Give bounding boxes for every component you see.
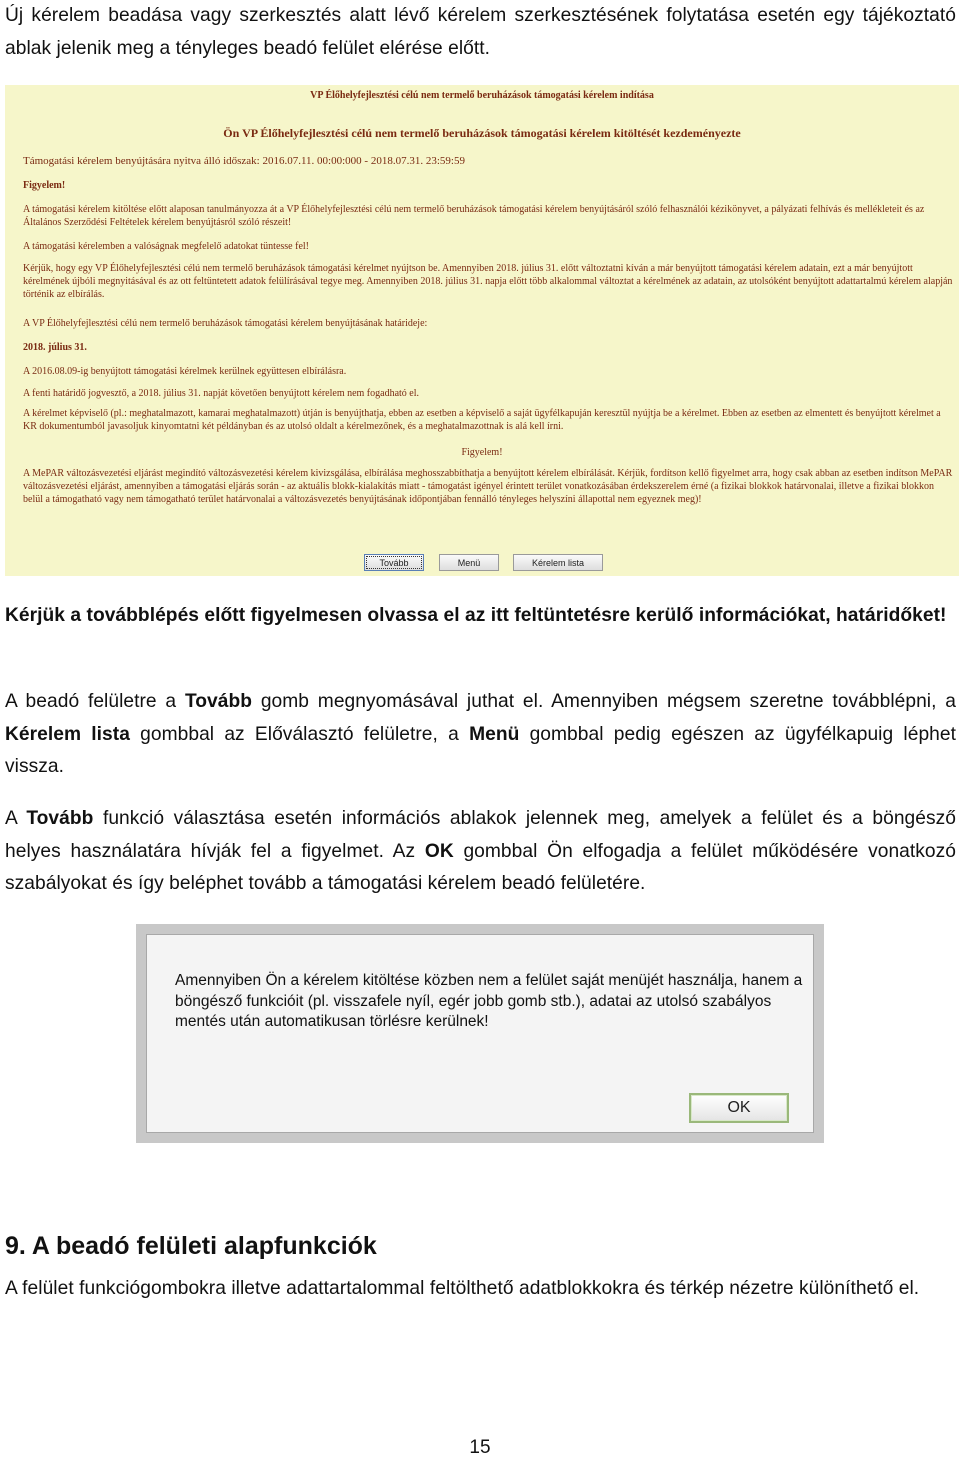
deadline-text: 2018. július 31. (23, 342, 87, 353)
request-list-button[interactable]: Kérelem lista (513, 554, 603, 571)
form-paragraph-3: Kérjük, hogy egy VP Élőhelyfejlesztési célú nem termelő beruházások támogatási kérelmet nyújtson be. Amennyiben 2018. július 31. előtt változtatni kíván a már benyújtott támogatási kérelem adatain, ezt a már benyújtott kérelmének újbóli megnyitásával és az ott feltüntetett adatok felülírásával tegye meg. Amennyiben 2018. július 31. napja előtt több alkalommal változtat a kérelmének az adatain, az utolsóként benyújtott adattartalmú kérelem alapján történik az elbírálás. (23, 263, 953, 300)
form-paragraph-4: A VP Élőhelyfejlesztési célú nem termelő beruházások támogatási kérelem benyújtásának határideje: (23, 318, 428, 329)
continue-paragraph (5, 686, 956, 784)
warning-title-2: Figyelem! (461, 447, 503, 458)
p3-pre: A (5, 808, 27, 829)
p2-post: gombbal pedig egészen az ügyfélkapuig léphet vissza. (5, 723, 956, 777)
form-paragraph-6: A fenti határidő jogvesztő, a 2018. július 31. napját követően benyújtott kérelem nem fogadható el. (23, 388, 420, 399)
ok-button[interactable]: OK (689, 1093, 789, 1123)
p2-list-bold: Kérelem lista (5, 723, 130, 745)
p2-next-bold: Tovább (184, 691, 253, 712)
form-heading: Ön VP Élőhelyfejlesztési célú nem termelő beruházások támogatási kérelem kitöltését kezdeményezte (223, 126, 741, 140)
warning-title: Figyelem! (23, 180, 66, 191)
form-screenshot (5, 85, 959, 576)
form-paragraph-5: A 2016.08.09-ig benyújtott támogatási kérelmek kerülnek együttesen elbírálásra. (23, 366, 347, 377)
dialog-screenshot (136, 924, 824, 1143)
form-paragraph-2: A támogatási kérelemben a valóságnak megfelelő adatokat tüntesse fel! (23, 241, 310, 252)
dialog-box (146, 934, 814, 1133)
p3-post: gombbal Ön elfogadja a felület működésére vonatkozó szabályokat és így beléphet tovább a támogatási kérelem beadó felületére. (5, 840, 956, 894)
section-heading: 9. A beadó felületi alapfunkciók (5, 1232, 377, 1260)
notice-paragraph (5, 600, 956, 633)
section-paragraph: A felület funkciógombokra illetve adattartalommal feltölthető adatblokkokra és térkép nézetre különíthető el. (5, 1278, 920, 1299)
p3-next-bold: Tovább (26, 808, 94, 829)
dialog-message: Amennyiben Ön a kérelem kitöltése közben nem a felület saját menüjét használja, hanem a böngésző funkcióit (pl. visszafele nyíl, egér jobb gomb stb.), adatai az utolsó szabályos mentés után automatikusan törlésre kerülnek! (175, 972, 803, 1030)
menu-button[interactable]: Menü (439, 554, 499, 571)
p3-ok-bold: OK (424, 840, 454, 862)
page-number: 15 (469, 1437, 491, 1458)
p2-pre: A beadó felületre a (5, 691, 185, 712)
form-paragraph-1: A támogatási kérelem kitöltése előtt alaposan tanulmányozza át a VP Élőhelyfejlesztési célú nem termelő beruházások támogatási kérelem benyújtásáról szóló felhasználói kézikönyvet, a pályázati felhívás és mellékleteit és az Általános Szerződési Feltételek kérelem benyújtásról szóló részeit! (23, 204, 925, 228)
next-function-paragraph (5, 803, 956, 901)
p2-mid1: gomb megnyomásával juthat el. Amennyiben mégsem szeretne továbblépni, a (252, 691, 956, 712)
window-title: VP Élőhelyfejlesztési célú nem termelő beruházások támogatási kérelem indítása (310, 90, 654, 101)
p2-menu-bold: Menü (469, 723, 520, 745)
period-text: Támogatási kérelem benyújtására nyitva álló időszak: 2016.07.11. 00:00:000 - 2018.07.31. 23:59:59 (23, 155, 465, 167)
next-button[interactable]: Tovább (364, 554, 424, 571)
p2-mid2: gombbal az Előválasztó felületre, a (129, 723, 470, 745)
p3-mid1: funkció választása esetén információs ablakok jelennek meg, amelyek a felület és a böngésző helyes használatára hívják fel a figyelmet. Az (5, 808, 957, 862)
intro-paragraph: Új kérelem beadása vagy szerkesztés alatt lévő kérelem szerkesztésének folytatása esetén egy tájékoztató ablak jelenik meg a tényleges beadó felület elérése előtt. (5, 5, 956, 59)
notice-text: Kérjük a továbblépés előtt figyelmesen olvassa el az itt feltüntetésre kerülő információkat, határidőket! (5, 605, 947, 626)
form-paragraph-8: A MePAR változásvezetési eljárást megindító változásvezetési kérelem kivizsgálása, elbírálása meghosszabbíthatja a benyújtott kérelem elbírálását. Kérjük, fordítson kellő figyelmet arra, hogy csak abban az esetben indítson MePAR változásvezetési eljárást, amennyiben a támogatási eljárás során - az aktuális blokk-kialakítás miatt - támogatást igényel érintett terület vonatkozásában érdekszerelem érné (a fizikai blokkok határvonalai, illetve a fizikai blokkon belül a támogatható vagy nem támogatható terület határvonalai a változásvezetés benyújtásának időpontjában fennálló tényleges helyszíni állapottal nem egyeznek meg)! (23, 468, 953, 505)
form-paragraph-7: A kérelmet képviselő (pl.: meghatalmazott, kamarai meghatalmazott) útján is benyújthatja, ebben az esetben a képviselő a saját ügyfélkapuján keresztül nyújtja be a kérelmet. Ebben az esetben az elmentett és benyújtott kérelmet a KR dokumentumból javasoljuk kinyomtatni két példányban és az utolsó oldalt a kérelmezőnek, és a meghatalmazottnak is alá kell írni. (23, 408, 941, 432)
